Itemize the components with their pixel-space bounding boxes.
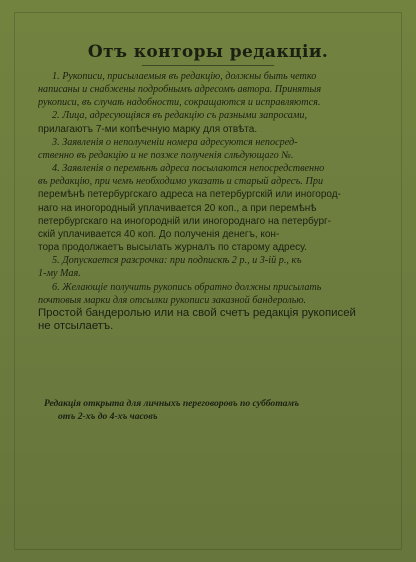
notice-body bbox=[38, 70, 383, 333]
notice-line: написаны и снабжены подробнымъ адресомъ автора. Принятыя bbox=[38, 84, 322, 96]
notice-paragraph bbox=[38, 254, 383, 280]
notice-line: 1-му Мая. bbox=[38, 268, 81, 280]
office-hours-line: Редакція открыта для личныхъ переговоровъ по субботамъ bbox=[44, 398, 300, 409]
notice-paragraph bbox=[38, 136, 383, 162]
notice-line: въ редакцію, при чемъ необходимо указать и старый адресъ. При bbox=[38, 176, 324, 188]
notice-line: почтовыя марки для отсылки рукописи заказной бандеролью. bbox=[38, 294, 307, 306]
notice-line: ственно въ редакцію и не позже полученія слѣдующаго №. bbox=[38, 149, 294, 161]
notice-line: не отсылаетъ. bbox=[38, 319, 114, 332]
office-hours-line: отъ 2-хъ до 4-хъ часовъ bbox=[58, 410, 158, 422]
notice-line: перемѣнѣ петербургскаго адреса на петербургскій или иногород- bbox=[38, 189, 341, 201]
notice-line: 5. Допускается разсрочка: при подпискѣ 2 р., и 3-ій р., къ bbox=[52, 255, 302, 267]
notice-paragraph bbox=[38, 281, 383, 334]
notice-line: 3. Заявленія о неполученіи номера адресуются непосред- bbox=[52, 136, 298, 148]
office-hours-note bbox=[44, 398, 382, 423]
notice-line: наго на иногородный уплачивается 20 коп., а при перемѣнѣ bbox=[38, 202, 317, 214]
notice-paragraph bbox=[38, 162, 383, 254]
notice-line: рукописи, въ случаѣ надобности, сокращаются и исправляются. bbox=[38, 97, 321, 109]
notice-line: 1. Рукописи, присылаемыя въ редакцію, должны быть четко bbox=[52, 71, 317, 82]
notice-line: 6. Желающіе получить рукопись обратно должны присылать bbox=[52, 281, 322, 293]
notice-line: Простой бандеролью или на свой счетъ редакція рукописей bbox=[38, 306, 356, 319]
notice-line: тора продолжаетъ высылать журналъ по старому адресу. bbox=[38, 242, 307, 254]
notice-line: петербургскаго на иногородній или иногороднаго на петербург- bbox=[38, 215, 331, 227]
notice-line: прилагаютъ 7-ми копѣечную марку для отвѣта. bbox=[38, 123, 258, 135]
notice-paragraph bbox=[38, 70, 383, 109]
notice-line: 4. Заявленія о перемѣнѣ адреса посылаются непосредственно bbox=[52, 163, 325, 175]
notice-line: 2. Лица, адресующіяся въ редакцію съ разными запросами, bbox=[52, 110, 308, 122]
notice-paragraph bbox=[38, 109, 383, 135]
page-title: Отъ конторы редакціи. bbox=[87, 42, 329, 62]
notice-line: скій уплачивается 40 коп. До полученія денегъ, кон- bbox=[38, 228, 280, 240]
title-divider bbox=[142, 65, 274, 66]
